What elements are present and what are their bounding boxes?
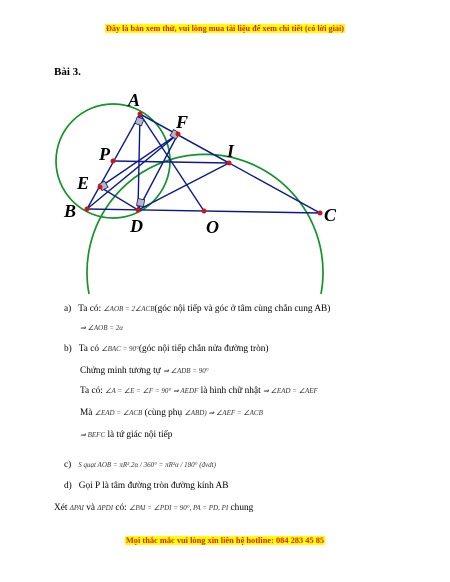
label-E: E (77, 173, 90, 193)
label-P: P (99, 144, 110, 164)
label-F: F (176, 112, 189, 132)
label-B: B (64, 201, 77, 221)
part-a-result: ⇒ ∠AOB = 2α (80, 324, 123, 332)
part-b-angles: Mà ∠EAD = ∠ACB (cùng phụ ∠ABD) ⇒ ∠AEF = ∠ACB (80, 408, 263, 418)
label-O: O (206, 217, 219, 237)
label-D: D (130, 216, 143, 236)
hotline-notice: Mọi thắc mắc vui lòng xin liên hệ hotline: 084 283 45 85 (125, 536, 325, 545)
part-c: c) S quạt AOB = πR².2α / 360° = πR²α / 180° (đvdt) (64, 460, 216, 470)
label-C: C (324, 205, 337, 225)
section-title: Bài 3. (54, 66, 81, 78)
part-d-triangles: Xét ΔPAI và ΔPDI có: ∠PAI = ∠PDI = 90°, PA = PD, PI chung (54, 503, 254, 513)
part-d: d) Gọi P là tâm đường tròn đường kính AB (64, 481, 229, 491)
part-b-rectangle: Ta có: ∠A = ∠E = ∠F = 90° ⇒ AEDF là hình chữ nhật ⇒ ∠EAD = ∠AEF (80, 386, 318, 396)
part-a: a) Ta có: ∠AOB = 2∠ACB(góc nội tiếp và góc ở tâm cùng chắn cung AB) (64, 304, 331, 314)
label-A: A (128, 90, 141, 110)
segments (87, 114, 320, 213)
label-I: I (227, 141, 235, 161)
part-b-conclusion: ⇒ BEFC là tứ giác nội tiếp (80, 430, 173, 440)
part-b: b) Ta có ∠BAC = 90°(góc nội tiếp chắn nửa đường tròn) (64, 344, 269, 354)
part-b-similar: Chứng minh tương tự ⇒ ∠ADB = 90° (80, 366, 209, 376)
preview-notice: Đây là bản xem thử, vui lòng mua tài liệu để xem chi tiết (có lời giải) (105, 24, 344, 33)
